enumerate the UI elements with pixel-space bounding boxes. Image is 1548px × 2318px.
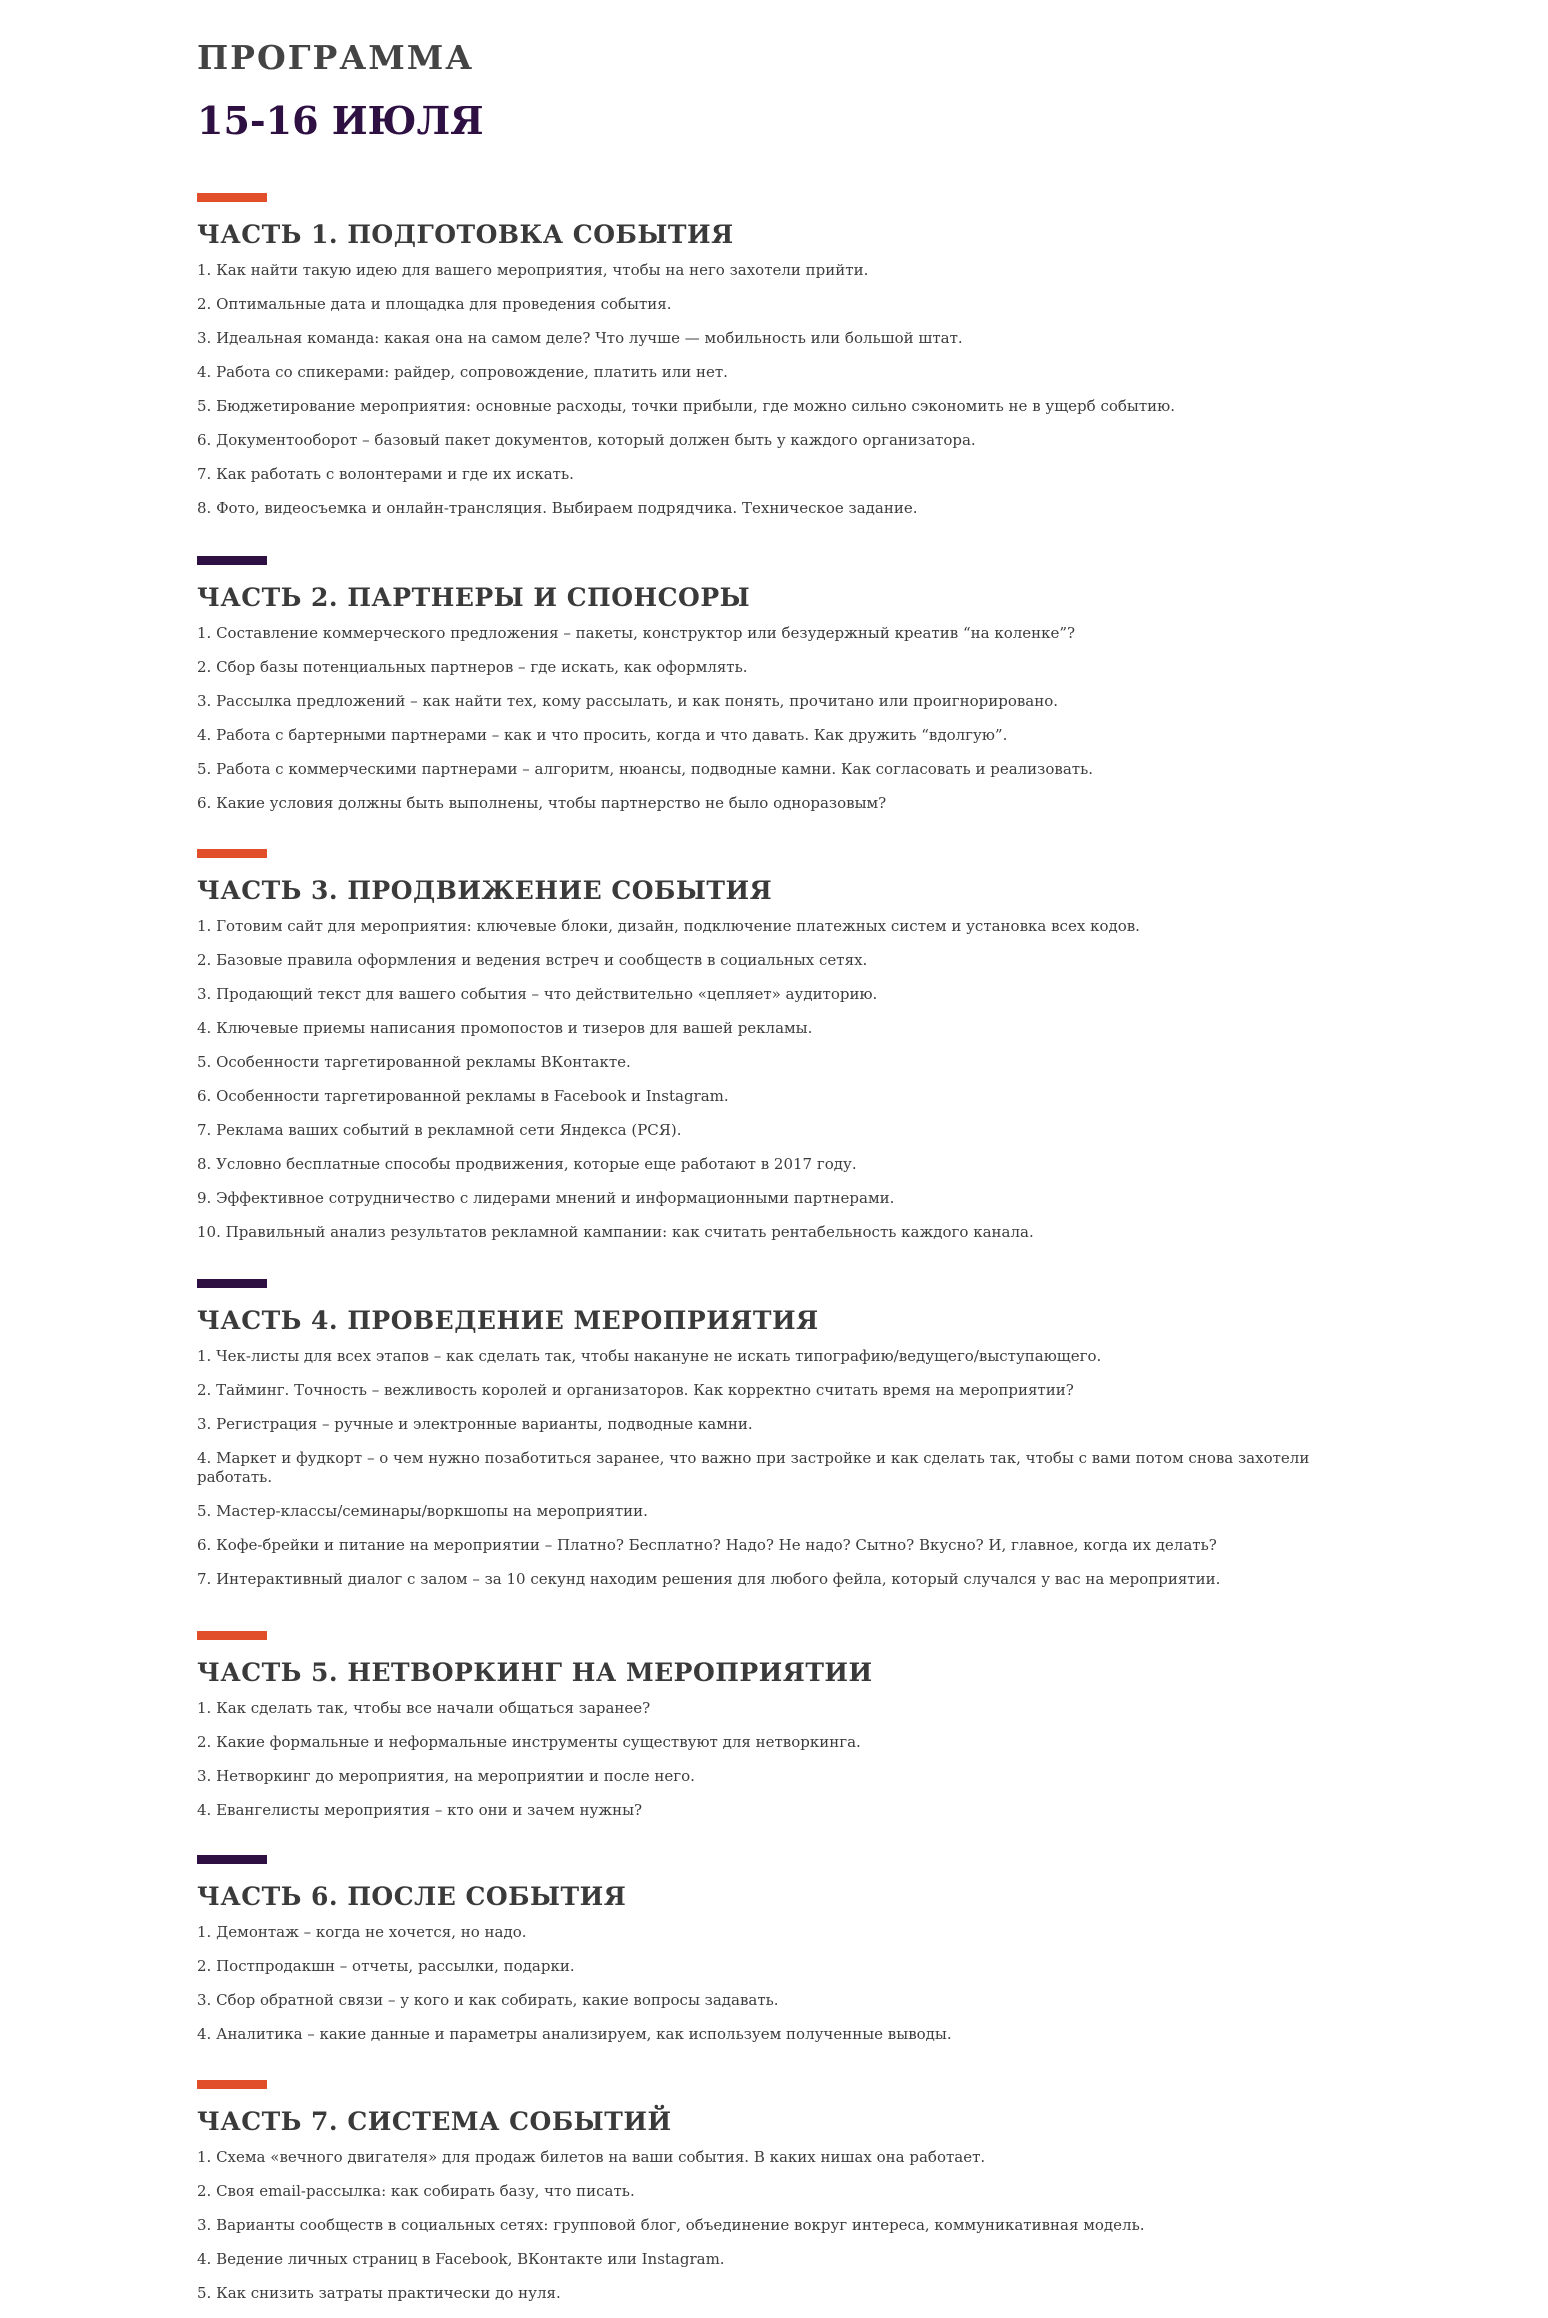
- section-accent-bar: [197, 193, 267, 202]
- list-item: 1. Как сделать так, чтобы все начали общаться заранее?: [197, 1699, 651, 1717]
- list-item: 1. Чек-листы для всех этапов – как сделать так, чтобы накануне не искать типографию/ведущего/выступающего.: [197, 1347, 1102, 1365]
- list-item: 2. Сбор базы потенциальных партнеров – где искать, как оформлять.: [197, 658, 748, 676]
- section-accent-bar: [197, 1279, 267, 1288]
- list-item: 4. Ведение личных страниц в Facebook, ВКонтакте или Instagram.: [197, 2250, 725, 2268]
- list-item: 3. Рассылка предложений – как найти тех, кому рассылать, и как понять, прочитано или проигнорировано.: [197, 692, 1059, 710]
- list-item: 5. Как снизить затраты практически до нуля.: [197, 2284, 561, 2302]
- section-title: ЧАСТЬ 7. СИСТЕМА СОБЫТИЙ: [197, 2107, 672, 2136]
- list-item: 3. Продающий текст для вашего события – что действительно «цепляет» аудиторию.: [197, 985, 878, 1003]
- list-item: 6. Какие условия должны быть выполнены, чтобы партнерство не было одноразовым?: [197, 794, 887, 812]
- list-item: 7. Интерактивный диалог с залом – за 10 секунд находим решения для любого фейла, который случался у вас на мероприятии.: [197, 1570, 1221, 1588]
- section-title: ЧАСТЬ 2. ПАРТНЕРЫ И СПОНСОРЫ: [197, 583, 751, 612]
- list-item: 2. Какие формальные и неформальные инструменты существуют для нетворкинга.: [197, 1733, 861, 1751]
- list-item: 2. Своя email-рассылка: как собирать базу, что писать.: [197, 2182, 635, 2200]
- list-item: 4. Работа с бартерными партнерами – как и что просить, когда и что давать. Как дружить “вдолгую”.: [197, 726, 1008, 744]
- section-title: ЧАСТЬ 5. НЕТВОРКИНГ НА МЕРОПРИЯТИИ: [197, 1658, 873, 1687]
- program-section-5: [197, 1631, 1347, 1835]
- list-item: 4. Работа со спикерами: райдер, сопровождение, платить или нет.: [197, 363, 728, 381]
- list-item: 8. Условно бесплатные способы продвижения, которые еще работают в 2017 году.: [197, 1155, 857, 1173]
- list-item: 6. Особенности таргетированной рекламы в Facebook и Instagram.: [197, 1087, 729, 1105]
- section-title: ЧАСТЬ 1. ПОДГОТОВКА СОБЫТИЯ: [197, 220, 734, 249]
- section-accent-bar: [197, 849, 267, 858]
- list-item: 1. Демонтаж – когда не хочется, но надо.: [197, 1923, 527, 1941]
- list-item: 3. Регистрация – ручные и электронные варианты, подводные камни.: [197, 1415, 753, 1433]
- section-item-list: [197, 1923, 1347, 2044]
- list-item: 3. Варианты сообществ в социальных сетях: групповой блог, объединение вокруг интереса, коммуникативная модель.: [197, 2216, 1145, 2234]
- list-item: 5. Работа с коммерческими партнерами – алгоритм, нюансы, подводные камни. Как согласовать и реализовать.: [197, 760, 1094, 778]
- list-item: 10. Правильный анализ результатов рекламной кампании: как считать рентабельность каждого канала.: [197, 1223, 1034, 1241]
- list-item: 3. Сбор обратной связи – у кого и как собирать, какие вопросы задавать.: [197, 1991, 779, 2009]
- page-title: ПРОГРАММА: [197, 38, 475, 77]
- list-item: 2. Базовые правила оформления и ведения встреч и сообществ в социальных сетях.: [197, 951, 868, 969]
- list-item: 7. Реклама ваших событий в рекламной сети Яндекса (РСЯ).: [197, 1121, 682, 1139]
- section-accent-bar: [197, 1855, 267, 1864]
- list-item: 2. Постпродакшн – отчеты, рассылки, подарки.: [197, 1957, 575, 1975]
- list-item: 1. Схема «вечного двигателя» для продаж билетов на ваши события. В каких нишах она работает.: [197, 2148, 986, 2166]
- program-section-3: [197, 849, 1347, 1257]
- list-item: 6. Кофе-брейки и питание на мероприятии – Платно? Бесплатно? Надо? Не надо? Сытно? Вкусно? И, главное, когда их делать?: [197, 1536, 1217, 1554]
- list-item: 2. Оптимальные дата и площадка для проведения события.: [197, 295, 672, 313]
- section-title: ЧАСТЬ 6. ПОСЛЕ СОБЫТИЯ: [197, 1882, 627, 1911]
- list-item: 4. Маркет и фудкорт – о чем нужно позаботиться заранее, что важно при застройке и как сделать так, чтобы с вами потом снова захотели работать.: [197, 1449, 1310, 1486]
- list-item: 7. Как работать с волонтерами и где их искать.: [197, 465, 574, 483]
- section-item-list: [197, 917, 1347, 1242]
- list-item: 9. Эффективное сотрудничество с лидерами мнений и информационными партнерами.: [197, 1189, 895, 1207]
- section-accent-bar: [197, 556, 267, 565]
- list-item: 1. Как найти такую идею для вашего мероприятия, чтобы на него захотели прийти.: [197, 261, 869, 279]
- section-item-list: [197, 2148, 1347, 2303]
- program-section-6: [197, 1855, 1347, 2059]
- program-section-2: [197, 556, 1347, 828]
- list-item: 4. Ключевые приемы написания промопостов и тизеров для вашей рекламы.: [197, 1019, 813, 1037]
- section-title: ЧАСТЬ 4. ПРОВЕДЕНИЕ МЕРОПРИЯТИЯ: [197, 1306, 819, 1335]
- list-item: 6. Документооборот – базовый пакет документов, который должен быть у каждого организатора.: [197, 431, 976, 449]
- program-section-4: [197, 1279, 1347, 1604]
- section-accent-bar: [197, 1631, 267, 1640]
- section-accent-bar: [197, 2080, 267, 2089]
- section-item-list: [197, 1347, 1347, 1589]
- list-item: 1. Составление коммерческого предложения – пакеты, конструктор или безудержный креатив “на коленке”?: [197, 624, 1076, 642]
- list-item: 4. Евангелисты мероприятия – кто они и зачем нужны?: [197, 1801, 643, 1819]
- list-item: 8. Фото, видеосъемка и онлайн-трансляция. Выбираем подрядчика. Техническое задание.: [197, 499, 918, 517]
- section-item-list: [197, 1699, 1347, 1820]
- list-item: 3. Идеальная команда: какая она на самом деле? Что лучше — мобильность или большой штат.: [197, 329, 963, 347]
- event-date: 15-16 ИЮЛЯ: [197, 98, 484, 143]
- program-section-7: [197, 2080, 1347, 2318]
- program-section-1: [197, 193, 1347, 533]
- section-item-list: [197, 261, 1347, 518]
- list-item: 1. Готовим сайт для мероприятия: ключевые блоки, дизайн, подключение платежных систем и установка всех кодов.: [197, 917, 1140, 935]
- section-item-list: [197, 624, 1347, 813]
- list-item: 3. Нетворкинг до мероприятия, на мероприятии и после него.: [197, 1767, 695, 1785]
- section-title: ЧАСТЬ 3. ПРОДВИЖЕНИЕ СОБЫТИЯ: [197, 876, 773, 905]
- list-item: 5. Особенности таргетированной рекламы ВКонтакте.: [197, 1053, 631, 1071]
- list-item: 5. Мастер-классы/семинары/воркшопы на мероприятии.: [197, 1502, 648, 1520]
- list-item: 2. Тайминг. Точность – вежливость королей и организаторов. Как корректно считать время на мероприятии?: [197, 1381, 1074, 1399]
- list-item: 5. Бюджетирование мероприятия: основные расходы, точки прибыли, где можно сильно сэкономить не в ущерб событию.: [197, 397, 1175, 415]
- list-item: 4. Аналитика – какие данные и параметры анализируем, как используем полученные выводы.: [197, 2025, 952, 2043]
